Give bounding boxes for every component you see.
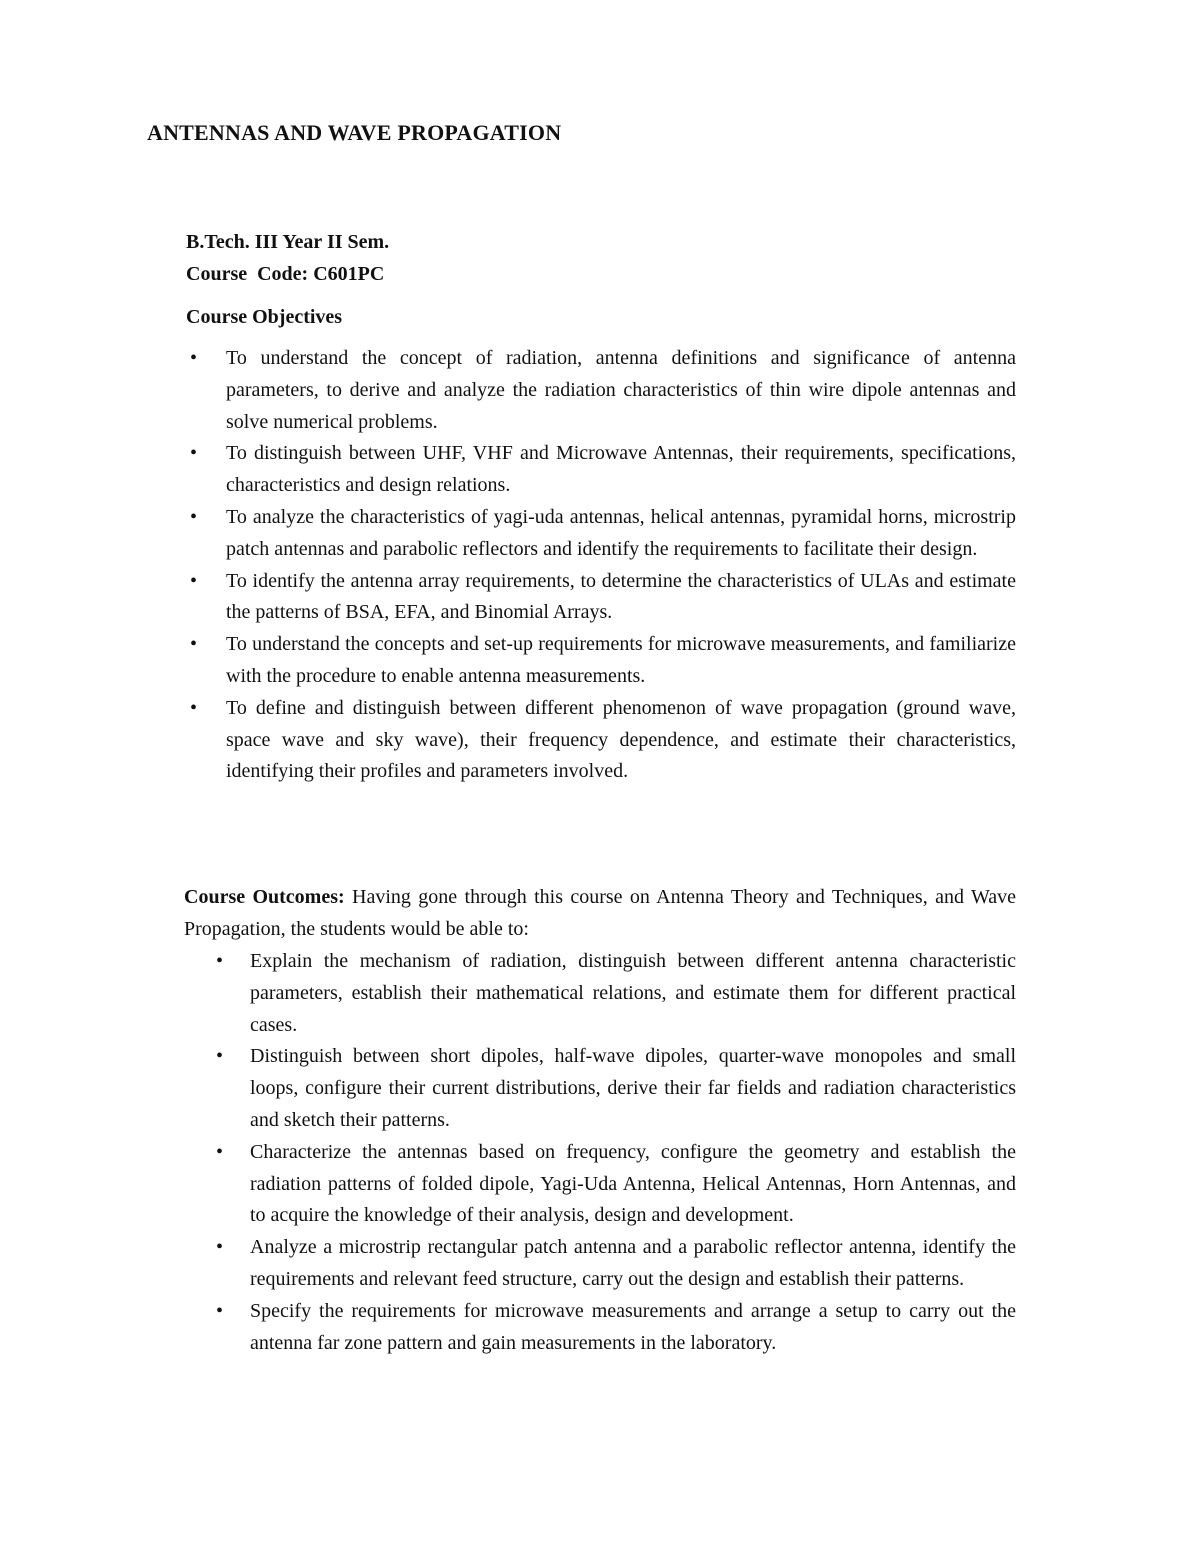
course-code-line: Course Code: C601PC bbox=[186, 263, 385, 285]
outcome-text: Analyze a microstrip rectangular patch antenna and a parabolic reflector antenna, identify the requirements and relevant feed structure, carry out the design and establish their patterns. bbox=[250, 1236, 1016, 1290]
document-title: ANTENNAS AND WAVE PROPAGATION bbox=[147, 120, 562, 145]
bullet-icon: • bbox=[190, 505, 198, 528]
bullet-icon: • bbox=[190, 347, 198, 369]
outcome-text: Explain the mechanism of radiation, distinguish between different antenna characteristic parameters, establish their mathematical relations, and estimate them for different practical cases. bbox=[250, 950, 1016, 1036]
outcomes-label: Course Outcomes: bbox=[184, 886, 345, 908]
bullet-icon: • bbox=[216, 950, 224, 972]
course-meta bbox=[186, 226, 389, 290]
objectives-list bbox=[186, 343, 1016, 788]
outcomes-intro bbox=[184, 882, 1016, 946]
bullet-icon: • bbox=[216, 1236, 224, 1259]
objectives-heading: Course Objectives bbox=[186, 306, 343, 328]
outcome-text: Specify the requirements for microwave measurements and arrange a setup to carry out the antenna far zone pattern and gain measurements in the laboratory. bbox=[250, 1299, 1016, 1354]
outcome-item bbox=[210, 1296, 1016, 1360]
outcome-item bbox=[210, 1137, 1016, 1232]
bullet-icon: • bbox=[190, 696, 198, 719]
bullet-icon: • bbox=[216, 1140, 224, 1163]
objective-item bbox=[186, 438, 1016, 502]
bullet-icon: • bbox=[190, 633, 198, 656]
bullet-icon: • bbox=[190, 442, 198, 465]
outcome-text: Distinguish between short dipoles, half-wave dipoles, quarter-wave monopoles and small loops, configure their current distributions, derive their far fields and radiation characteristics and sketch their patterns. bbox=[250, 1045, 1016, 1131]
objective-text: To understand the concepts and set-up requirements for microwave measurements, and familiarize with the procedure to enable antenna measurements. bbox=[226, 633, 1016, 687]
outcomes-list bbox=[210, 946, 1016, 1359]
outcomes-intro-text: Having gone through this course on Antenna Theory and Techniques, and Wave Propagation, the students would be able to: bbox=[184, 886, 1016, 940]
bullet-icon: • bbox=[216, 1299, 224, 1322]
objective-item bbox=[186, 566, 1016, 630]
objective-text: To analyze the characteristics of yagi-uda antennas, helical antennas, pyramidal horns, microstrip patch antennas and parabolic reflectors and identify the requirements to facilitate their design. bbox=[226, 505, 1016, 560]
objective-item bbox=[186, 629, 1016, 693]
objective-text: To define and distinguish between different phenomenon of wave propagation (ground wave, space wave and sky wave), their frequency dependence, and estimate their characteristics, identifying their profiles and parameters involved. bbox=[226, 696, 1016, 783]
bullet-icon: • bbox=[216, 1045, 224, 1068]
objective-text: To distinguish between UHF, VHF and Microwave Antennas, their requirements, specifications, characteristics and design relations. bbox=[226, 442, 1016, 497]
outcome-item bbox=[210, 1041, 1016, 1136]
objective-text: To understand the concept of radiation, antenna definitions and significance of antenna parameters, to derive and analyze the radiation characteristics of thin wire dipole antennas and solve numerical problems. bbox=[226, 347, 1016, 433]
objective-item bbox=[186, 502, 1016, 566]
objective-item bbox=[186, 343, 1016, 438]
program-line: B.Tech. III Year II Sem. bbox=[186, 231, 390, 253]
objective-item bbox=[186, 693, 1016, 788]
outcome-item bbox=[210, 946, 1016, 1041]
outcome-text: Characterize the antennas based on frequency, configure the geometry and establish the radiation patterns of folded dipole, Yagi-Uda Antenna, Helical Antennas, Horn Antennas, and to acquire the knowledge of their analysis, design and development. bbox=[250, 1140, 1016, 1227]
bullet-icon: • bbox=[190, 569, 198, 592]
outcome-item bbox=[210, 1232, 1016, 1296]
objective-text: To identify the antenna array requirements, to determine the characteristics of ULAs and estimate the patterns of BSA, EFA, and Binomial Arrays. bbox=[226, 569, 1016, 624]
